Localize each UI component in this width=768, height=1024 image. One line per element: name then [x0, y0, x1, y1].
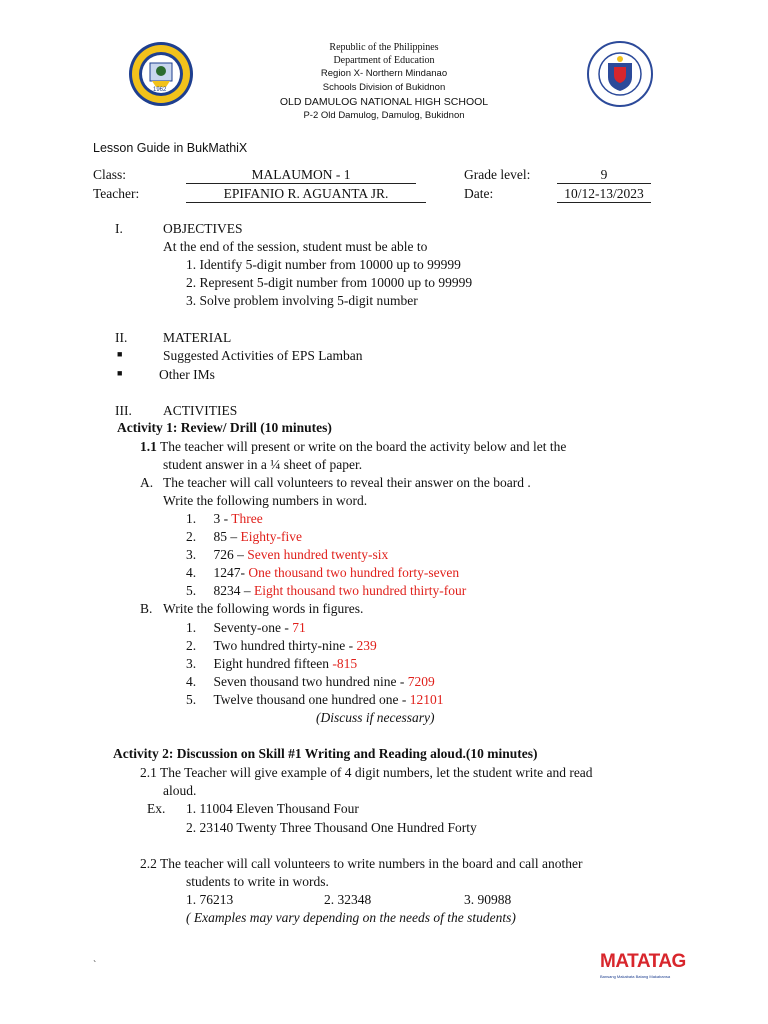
- part-a-instruction: Write the following numbers in word.: [163, 493, 368, 508]
- activity1-1-text-cont: student answer in a ¼ sheet of paper.: [163, 457, 363, 472]
- part-a-item: [186, 583, 466, 599]
- item-answer: Eight thousand two hundred thirty-four: [254, 583, 467, 598]
- activity2-2-text-cont: students to write in words.: [186, 874, 329, 889]
- material-item: Other IMs: [159, 367, 215, 382]
- item-num: 4.: [186, 565, 197, 580]
- activities-num: III.: [115, 403, 132, 418]
- class-value: MALAUMON - 1: [186, 167, 416, 184]
- activities-title: ACTIVITIES: [163, 403, 238, 418]
- item-num: 1.: [186, 511, 197, 526]
- examples-note: ( Examples may vary depending on the needs of the students): [186, 910, 516, 925]
- example-label: Ex.: [147, 801, 166, 816]
- item-answer: Eighty-five: [240, 529, 302, 544]
- item-question: Eight hundred fifteen: [213, 656, 333, 671]
- part-a-item: [186, 511, 263, 527]
- part-a-item: [186, 547, 388, 563]
- date-label: Date:: [464, 186, 494, 201]
- item-num: 3.: [186, 656, 197, 671]
- example-item: 1. 11004 Eleven Thousand Four: [186, 801, 359, 816]
- part-a-letter: A.: [140, 475, 154, 490]
- date-value: 10/12-13/2023: [557, 186, 651, 203]
- material-item: Suggested Activities of EPS Lamban: [163, 348, 363, 363]
- item-num: 1.: [186, 620, 197, 635]
- matatag-logo-subtext: Bansang Makabata Batang Makabansa: [600, 974, 671, 979]
- activity2-1-text: 2.1 The Teacher will give example of 4 digit numbers, let the student write and read: [140, 765, 593, 780]
- activity1-title: Activity 1: Review/ Drill (10 minutes): [117, 420, 332, 435]
- objective-item: 2. Represent 5-digit number from 10000 up to 99999: [186, 275, 473, 290]
- item-num: 5.: [186, 692, 197, 707]
- item-answer: Three: [231, 511, 263, 526]
- item-question: 3 -: [213, 511, 232, 526]
- discuss-note: (Discuss if necessary): [316, 710, 435, 725]
- example-item: 2. 23140 Twenty Three Thousand One Hundred Forty: [186, 820, 477, 835]
- activity2-1-text-cont: aloud.: [163, 783, 197, 798]
- item-question: 1247-: [213, 565, 249, 580]
- part-a-text: The teacher will call volunteers to reveal their answer on the board .: [163, 475, 531, 490]
- objectives-title: OBJECTIVES: [163, 221, 243, 236]
- item-answer: 12101: [409, 692, 444, 707]
- item-num: 4.: [186, 674, 197, 689]
- footer-mark: `: [93, 960, 97, 971]
- material-title: MATERIAL: [163, 330, 232, 345]
- item-answer: One thousand two hundred forty-seven: [248, 565, 460, 580]
- activity2-2-text: 2.2 The teacher will call volunteers to write numbers in the board and call another: [140, 856, 583, 871]
- item-answer: 71: [292, 620, 306, 635]
- item-answer: 7209: [407, 674, 435, 689]
- part-b-item: [186, 620, 306, 636]
- activity1-1-num: 1.1: [140, 439, 157, 454]
- number-item: 1. 76213: [186, 892, 234, 907]
- teacher-value: EPIFANIO R. AGUANTA JR.: [186, 186, 426, 203]
- item-num: 3.: [186, 547, 197, 562]
- school-seal-year: 1962: [153, 87, 167, 93]
- part-b-item: [186, 656, 357, 672]
- item-answer: Seven hundred twenty-six: [247, 547, 389, 562]
- bullet-icon: ■: [117, 349, 123, 359]
- item-num: 2.: [186, 638, 197, 653]
- doc-title: Lesson Guide in BukMathiX: [93, 141, 248, 155]
- item-question: 85 –: [213, 529, 241, 544]
- item-answer: 239: [356, 638, 377, 653]
- header-address: P-2 Old Damulog, Damulog, Bukidnon: [303, 110, 465, 121]
- activity2-title: Activity 2: Discussion on Skill #1 Writing and Reading aloud.(10 minutes): [113, 746, 538, 761]
- bullet-icon: ■: [117, 368, 123, 378]
- activity1-1-text: The teacher will present or write on the board the activity below and let the: [160, 439, 567, 454]
- objective-item: 3. Solve problem involving 5-digit number: [186, 293, 418, 308]
- header-school: OLD DAMULOG NATIONAL HIGH SCHOOL: [279, 96, 489, 108]
- item-num: 2.: [186, 529, 197, 544]
- header-region: Region X- Northern Mindanao: [320, 68, 448, 79]
- part-b-text: Write the following words in figures.: [163, 601, 364, 616]
- number-item: 2. 32348: [324, 892, 372, 907]
- objectives-intro: At the end of the session, student must be able to: [163, 239, 428, 254]
- objective-item: 1. Identify 5-digit number from 10000 up to 99999: [186, 257, 461, 272]
- part-b-item: [186, 692, 444, 708]
- part-a-item: [186, 565, 459, 581]
- part-b-letter: B.: [140, 601, 153, 616]
- header-department: Department of Education: [333, 55, 435, 66]
- item-question: Twelve thousand one hundred one -: [213, 692, 410, 707]
- matatag-logo-text: MATATAG: [600, 951, 686, 972]
- part-a-item: [186, 529, 302, 545]
- item-question: 726 –: [213, 547, 248, 562]
- header-republic: Republic of the Philippines: [329, 42, 439, 53]
- objectives-num: I.: [115, 221, 123, 236]
- item-answer: -815: [332, 656, 358, 671]
- header-division: Schools Division of Bukidnon: [322, 82, 446, 93]
- part-b-item: [186, 674, 435, 690]
- part-b-item: [186, 638, 377, 654]
- item-question: Seventy-one -: [213, 620, 293, 635]
- class-label: Class:: [93, 167, 127, 182]
- item-question: Two hundred thirty-nine -: [213, 638, 357, 653]
- item-question: 8234 –: [213, 583, 254, 598]
- grade-value: 9: [557, 167, 651, 184]
- material-num: II.: [115, 330, 128, 345]
- item-question: Seven thousand two hundred nine -: [213, 674, 408, 689]
- number-item: 3. 90988: [464, 892, 512, 907]
- teacher-label: Teacher:: [93, 186, 140, 201]
- item-num: 5.: [186, 583, 197, 598]
- matatag-logo: [600, 951, 686, 992]
- grade-label: Grade level:: [464, 167, 531, 182]
